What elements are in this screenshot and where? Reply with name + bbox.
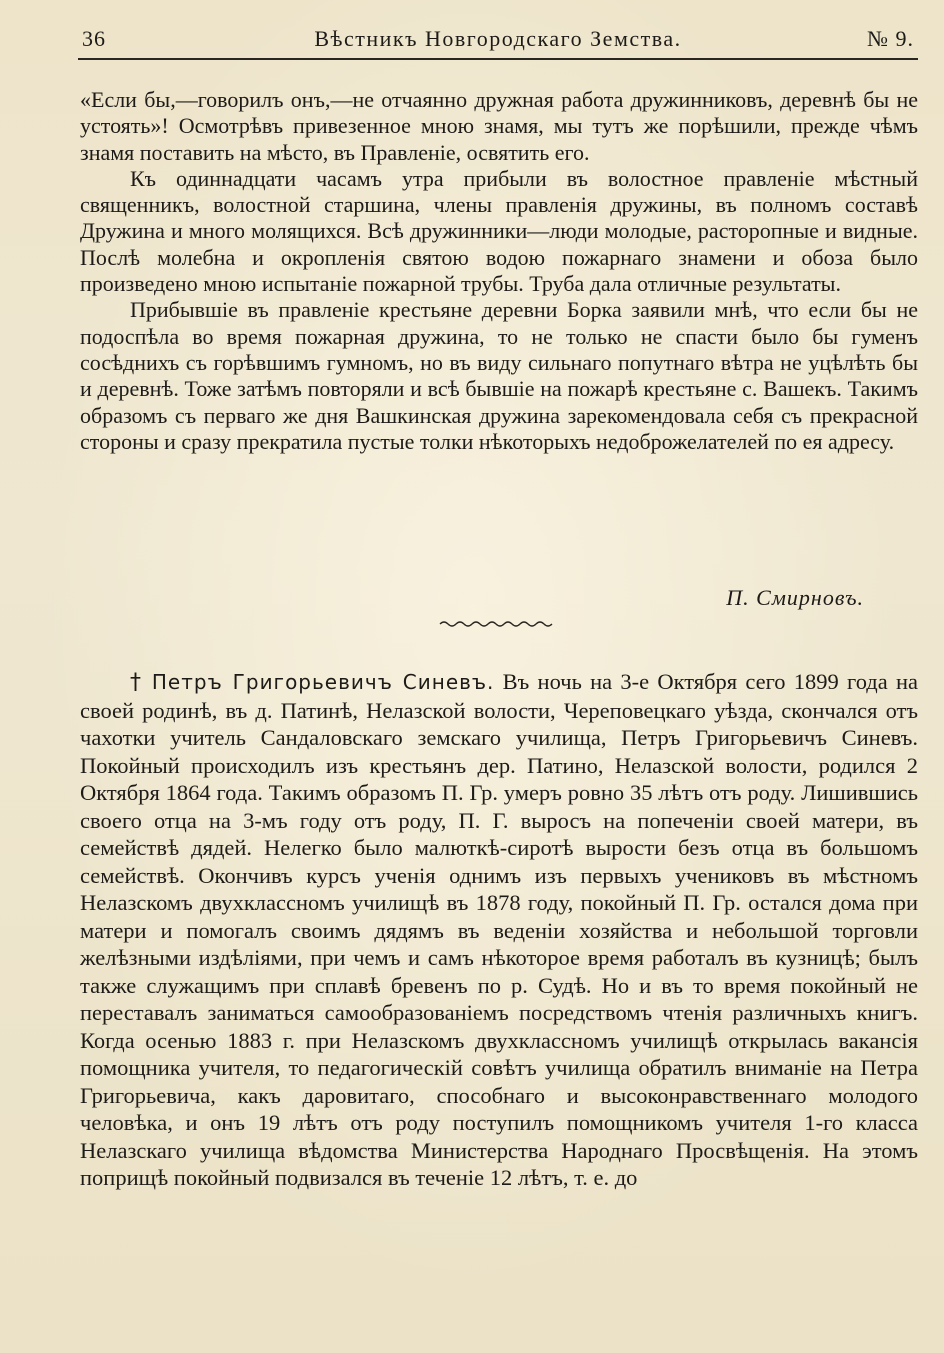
issue-number: № 9. (867, 26, 914, 51)
wavy-divider (438, 618, 556, 630)
page-header (78, 18, 918, 60)
obituary-paragraph (80, 668, 918, 1192)
article-body (80, 87, 918, 455)
article-paragraph: Прибывшіе въ правленіе крестьяне деревни Борка заявили мнѣ, что если бы не подоспѣла во время пожарная дружина, то не только не спасти было бы гуменъ сосѣднихъ съ горѣвшимъ гумномъ, но въ виду сильнаго попутнаго вѣтра не уцѣлѣть бы и деревнѣ. Тоже затѣмъ повторяли и всѣ бывшіе на пожарѣ крестьяне с. Вашекъ. Такимъ образомъ съ перваго же дня Вашкинская дружина зарекомендовала себя съ прекрасной стороны и сразу прекратила пустые толки нѣкоторыхъ недоброжелателей по ея адресу. (80, 297, 918, 454)
obituary-text: Въ ночь на 3-е Октября сего 1899 года на своей родинѣ, въ д. Патинѣ, Нелазской волости, Череповецкаго уѣзда, скончался отъ чахотки учитель Сандаловскаго земскаго училища, Петръ Григорьевичъ Синевъ. Покойный происходилъ изъ крестьянъ дер. Патино, Нелазской волости, родился 2 Октября 1864 года. Такимъ образомъ П. Гр. умеръ ровно 35 лѣтъ отъ роду. Лишившись своего отца на 3-мъ году отъ роду, П. Г. выросъ на попеченіи своей матери, въ семействѣ дядей. Нелегко было малюткѣ-сиротѣ вырости безъ отца въ большомъ семействѣ. Окончивъ курсъ ученія однимъ изъ первыхъ учениковъ въ мѣстномъ Нелазскомъ двухклассномъ училищѣ въ 1878 году, покойный П. Гр. остался дома при матери и помогалъ своимъ дядямъ въ веденіи хозяйства и небольшой торговли желѣзными издѣліями, при чемъ и самъ нѣкоторое время работалъ въ кузницѣ; былъ также служащимъ при сплавѣ бревенъ по р. Судѣ. Но и въ то время покойный не переставалъ заниматься самообразованіемъ посредствомъ чтенія различныхъ книгъ. Когда осенью 1883 г. при Нелазскомъ двухклассномъ училищѣ открылась вакансія помощника учителя, то педагогическій совѣтъ училища обратилъ вниманіе на Петра Григорьевича, какъ даровитаго, способнаго и высоконравственнаго молодого человѣка, и онъ 19 лѣтъ отъ роду поступилъ помощникомъ учителя 1-го класса Нелазскаго училища вѣдомства Министерства Народнаго Просвѣщенія. На этомъ поприщѣ покойный подвизался въ теченіе 12 лѣтъ, т. е. до (80, 669, 919, 1190)
article-paragraph: Къ одиннадцати часамъ утра прибыли въ волостное правленіе мѣстный священникъ, волостной старшина, члены правленія дружины, въ полномъ составѣ Дружина и много молящихся. Всѣ дружинники—люди молодые, расторопные и видные. Послѣ молебна и окропленія святою водою пожарнаго знамени и обоза было произведено мною испытаніе пожарной трубы. Труба дала отличные результаты. (80, 165, 918, 297)
cross-icon: † (130, 670, 144, 695)
page-number: 36 (82, 26, 106, 51)
obituary-body (80, 668, 918, 1192)
article-paragraph: «Если бы,—говорилъ онъ,—не отчаянно дружная работа дружинниковъ, деревнѣ бы не устоять»! Осмотрѣвъ привезенное мною знамя, мы тутъ же порѣшили, прежде чѣмъ знамя поставить на мѣсто, въ Правленіе, освятить его. (80, 87, 918, 165)
obituary-name: Петръ Григорьевичъ Синевъ. (151, 670, 495, 694)
journal-title: Вѣстникъ Новгородскаго Земства. (314, 26, 682, 51)
author-signature: П. Смирновъ. (726, 585, 864, 610)
